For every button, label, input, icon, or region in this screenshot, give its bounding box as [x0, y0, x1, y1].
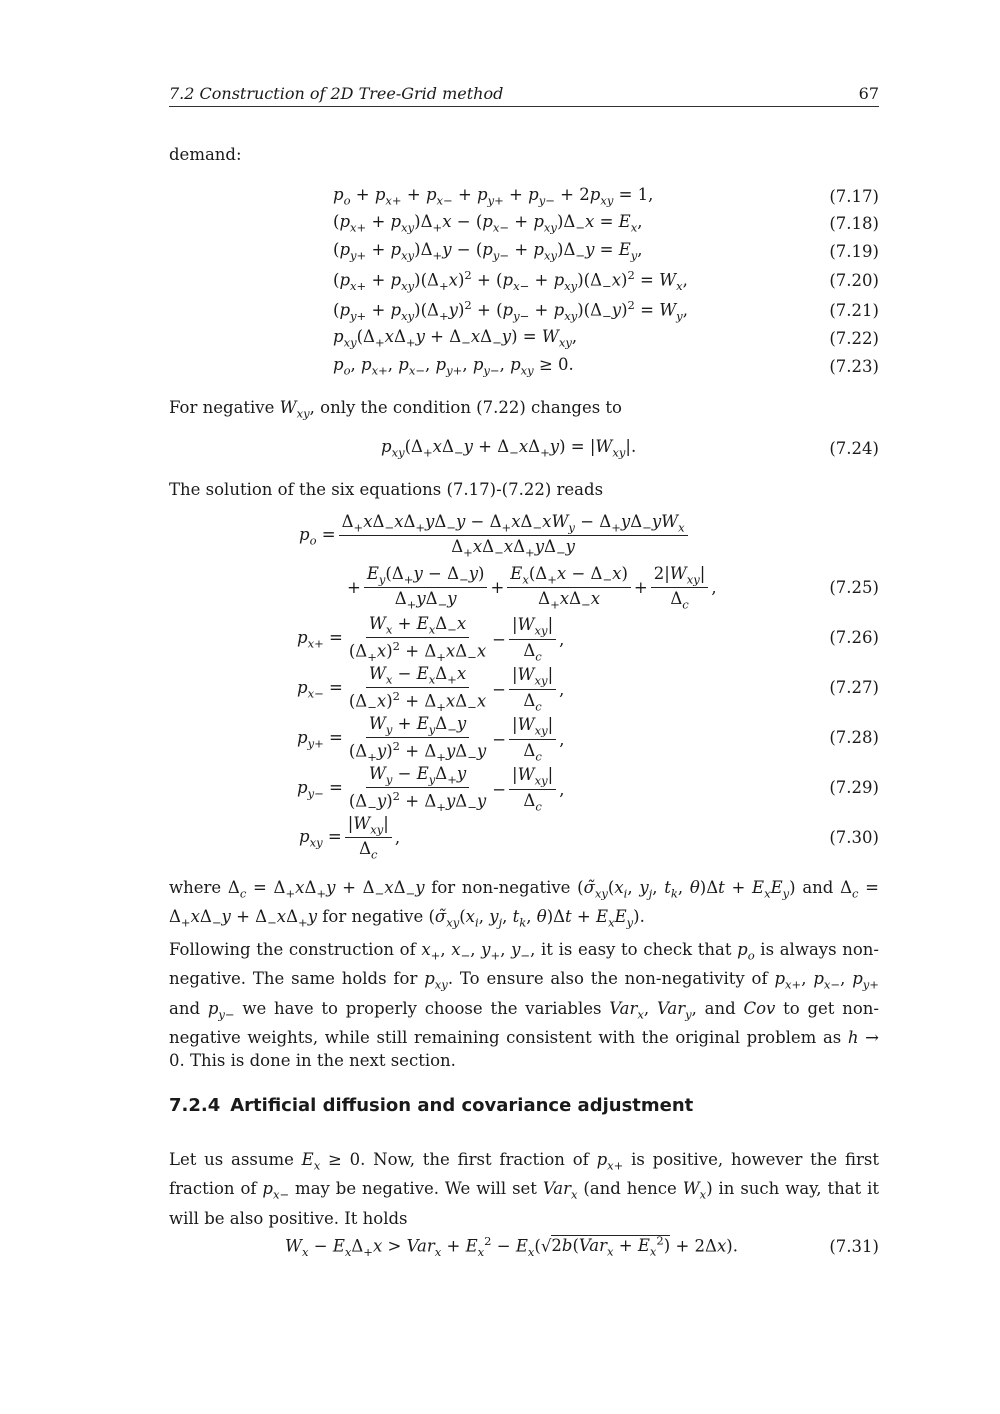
- equation-7-24: $p_{xy}(\Delta_+x\Delta_-y + \Delta_-x\Delta_+y) = |W_{xy}|$. (7.24): [381, 436, 879, 460]
- eqnum: (7.27): [829, 678, 879, 697]
- eqnum: (7.20): [829, 270, 879, 290]
- equation-7-26: $p_{x+}$ = $\frac{W_x + E_x\Delta_-x}{(\Delta_+x)^2 + \Delta_+x\Delta_-x}$ − $\frac{|W_{xy}|}{\Delta_c}$ , (7.26): [297, 614, 879, 665]
- eqnum: (7.30): [829, 828, 879, 847]
- eqnum: (7.29): [829, 778, 879, 797]
- page-number: 67: [858, 84, 879, 103]
- equation-7-20: $(p_{x+} + p_{xy})(\Delta_+x)^2 + (p_{x-} + p_{xy})(\Delta_-x)^2 = W_x$, (7.20): [333, 267, 879, 293]
- eqnum: (7.24): [829, 438, 879, 458]
- eqnum: (7.19): [829, 241, 879, 261]
- header-title: 7.2 Construction of 2D Tree-Grid method: [169, 84, 504, 103]
- eqnum: (7.18): [829, 213, 879, 233]
- intro-text: demand:: [169, 145, 242, 164]
- equation-7-30: $p_{xy}$ = $\frac{|W_{xy}|}{\Delta_c}$ , (7.30): [299, 814, 879, 862]
- eqnum: (7.28): [829, 728, 879, 747]
- equation-7-19: $(p_{y+} + p_{xy})\Delta_+y - (p_{y-} + p_{xy})\Delta_-y = E_y$, (7.19): [333, 239, 879, 263]
- page: [169, 0, 879, 1414]
- section-number: 7.2.4: [169, 1095, 221, 1116]
- eqnum: (7.21): [829, 300, 879, 320]
- paragraph-assume: Let us assume $E_x \ge 0$. Now, the first fraction of $p_{x+}$ is positive, however the first fraction of $p_{x-}$ may be negative. We will set Var$_x$ (and hence $W_x$) in such way, that it will be also positive. It holds: [169, 1150, 879, 1228]
- equation-7-28: $p_{y+}$ = $\frac{W_y + E_y\Delta_-y}{(\Delta_+y)^2 + \Delta_+y\Delta_-y}$ − $\frac{|W_{xy}|}{\Delta_c}$ , (7.28): [297, 714, 879, 765]
- equation-7-31: $W_x - E_x\Delta_+x > Var_x + E_x^2 - E_x(√2b(Var_x + E_x^2) + 2\Delta x)$. (7.31): [285, 1233, 879, 1259]
- paragraph-negative: For negative $W_{xy}$, only the condition (7.22) changes to: [169, 398, 622, 421]
- section-title: Artificial diffusion and covariance adjustment: [230, 1095, 694, 1116]
- equation-7-22: $p_{xy}(\Delta_+x\Delta_+y + \Delta_-x\Delta_-y) = W_{xy}$, (7.22): [333, 326, 879, 350]
- eqnum: (7.31): [829, 1236, 879, 1256]
- paragraph-following: Following the construction of $x_+$, $x_-$, $y_+$, $y_-$, it is easy to check that $p_o$ is always non-negative. The same holds for $p_{xy}$. To ensure also the non-negativity of $p_{x+}$, $p_{x-}$, $p_{y+}$ and $p_{y-}$ we have to properly choose the variables Var$_x$, Var$_y$, and Cov to get non-negative weights, while still remaining consistent with the original problem as h → 0. This is done in the next section.: [169, 940, 879, 1070]
- paragraph-where: where $\Delta_c = \Delta_+x\Delta_+y + \Delta_-x\Delta_-y$ for non-negative ($\sigmã_{xy}(x_i$, $y_j$, $t_k$, $\theta)\Delta t + E_xE_y$) and $\Delta_c = \Delta_+x\Delta_-y + \Delta_-x\Delta_+y$ for negative ($\sigmã_{xy}(x_i$, $y_j$, $t_k$, $\theta)\Delta t + E_xE_y$).: [169, 878, 879, 930]
- equation-7-23: $p_o$, $p_{x+}$, $p_{x-}$, $p_{y+}$, $p_{y-}$, $p_{xy} \ge 0$. (7.23): [333, 354, 879, 378]
- equation-7-18: $(p_{x+} + p_{xy})\Delta_+x - (p_{x-} + p_{xy})\Delta_-x = E_x$, (7.18): [333, 211, 879, 235]
- eqnum: (7.17): [829, 186, 879, 206]
- running-header: [169, 84, 879, 107]
- equation-7-25-line1: $p_o$ = $\frac{\Delta_+x\Delta_-x\Delta_+y\Delta_-y - \Delta_+x\Delta_-xW_y - \Delta_+y\Delta_-yW_x}{\Delta_+x\Delta_-x\Delta_+y\Delta_-y}$: [169, 512, 879, 562]
- equation-7-25-line2: + $\frac{E_y(\Delta_+y - \Delta_-y)}{\Delta_+y\Delta_-y}$ + $\frac{E_x(\Delta_+x - \Delta_-x)}{\Delta_+x\Delta_-x}$ + $\frac{2|W_{xy}|}{\Delta_c}$ , (7.25): [347, 564, 879, 612]
- eqnum: (7.25): [829, 578, 879, 597]
- equation-7-21: $(p_{y+} + p_{xy})(\Delta_+y)^2 + (p_{y-} + p_{xy})(\Delta_-y)^2 = W_y$, (7.21): [333, 297, 879, 323]
- paragraph-solution: The solution of the six equations (7.17)-(7.22) reads: [169, 480, 604, 499]
- equation-7-17: $p_o + p_{x+} + p_{x-} + p_{y+} + p_{y-} + 2p_{xy} = 1$, (7.17): [333, 184, 879, 208]
- section-heading: [169, 1095, 693, 1116]
- eqnum: (7.22): [829, 328, 879, 348]
- equation-7-29: $p_{y-}$ = $\frac{W_y - E_y\Delta_+y}{(\Delta_-y)^2 + \Delta_+y\Delta_-y}$ − $\frac{|W_{xy}|}{\Delta_c}$ , (7.29): [297, 764, 879, 815]
- eqnum: (7.23): [829, 356, 879, 376]
- equation-7-27: $p_{x-}$ = $\frac{W_x - E_x\Delta_+x}{(\Delta_-x)^2 + \Delta_+x\Delta_-x}$ − $\frac{|W_{xy}|}{\Delta_c}$ , (7.27): [297, 664, 879, 715]
- eqnum: (7.26): [829, 628, 879, 647]
